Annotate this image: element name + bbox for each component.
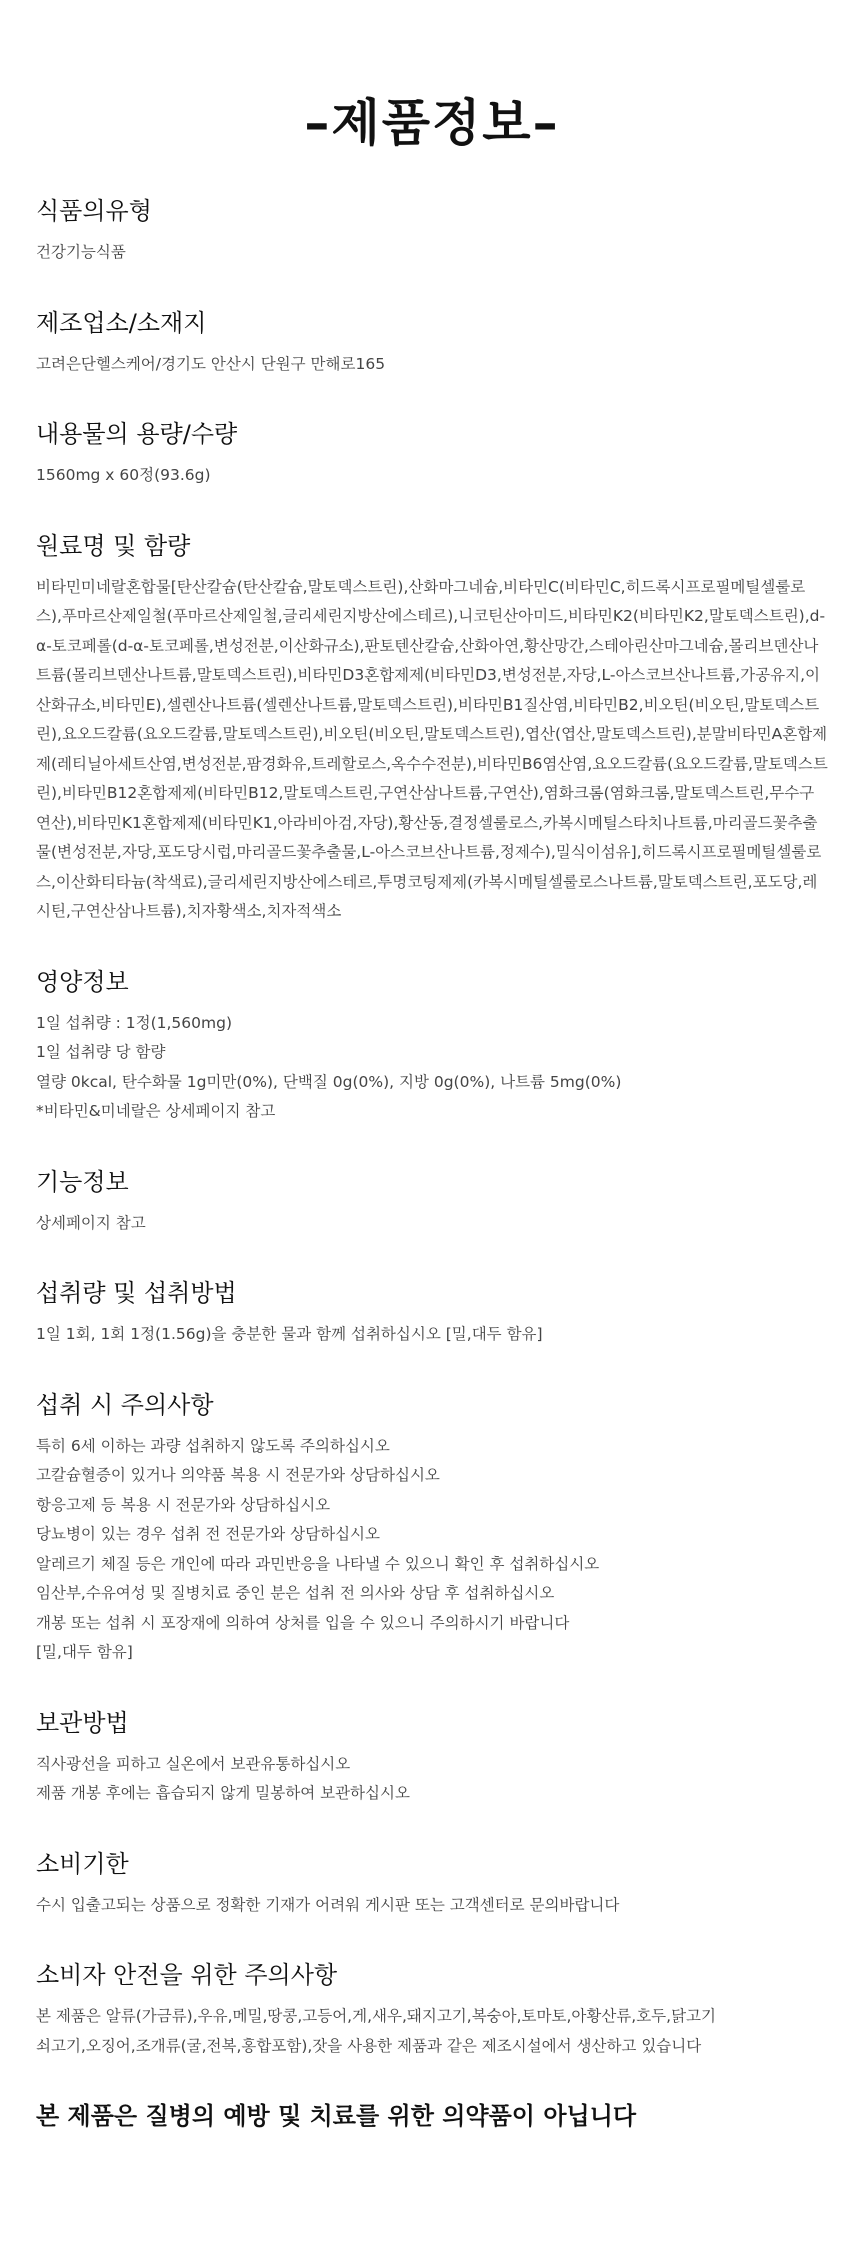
text-line: 고칼슘혈증이 있거나 의약품 복용 시 전문가와 상담하십시오	[36, 1466, 440, 1484]
section-heading: 영양정보	[36, 967, 129, 996]
section-text	[36, 1750, 828, 1809]
page-title: –제품정보–	[304, 94, 560, 152]
section-heading: 소비기한	[36, 1849, 129, 1878]
text-line: 열량 0kcal, 탄수화물 1g미만(0%), 단백질 0g(0%), 지방 0g(0%), 나트륨 5mg(0%)	[36, 1072, 622, 1091]
text-line: 직사광선을 피하고 실온에서 보관유통하십시오	[36, 1754, 351, 1773]
section-food-type	[36, 194, 828, 268]
not-medicine-notice: 본 제품은 질병의 예방 및 치료를 위한 의약품이 아닙니다	[36, 2102, 637, 2130]
text-line: 본 제품은 알류(가금류),우유,메밀,땅콩,고등어,게,새우,돼지고기,복숭아,토마토,아황산류,호두,닭고기	[36, 2007, 716, 2025]
section-heading: 원료명 및 함량	[36, 531, 191, 560]
section-text	[36, 1320, 828, 1350]
text-line: [밀,대두 함유]	[36, 1643, 133, 1661]
section-heading: 섭취량 및 섭취방법	[36, 1279, 237, 1307]
text-line: *비타민&미네랄은 상세페이지 참고	[36, 1102, 276, 1120]
text-line: 당뇨병이 있는 경우 섭취 전 전문가와 상담하십시오	[36, 1525, 380, 1543]
text-line: 개봉 또는 섭취 시 포장재에 의하여 상처를 입을 수 있으니 주의하시기 바랍니다	[36, 1613, 570, 1632]
section-heading: 섭취 시 주의사항	[36, 1390, 214, 1419]
section-text	[36, 2002, 828, 2061]
section-heading: 보관방법	[36, 1708, 129, 1737]
section-heading: 내용물의 용량/수량	[36, 420, 238, 448]
section-heading: 제조업소/소재지	[36, 308, 207, 337]
section-text	[36, 1209, 828, 1239]
text-line: 건강기능식품	[36, 243, 126, 261]
section-volume	[36, 417, 828, 491]
section-consumer-safety	[36, 1958, 828, 2061]
section-text	[36, 1009, 828, 1127]
section-heading: 기능정보	[36, 1167, 129, 1196]
section-heading: 소비자 안전을 위한 주의사항	[36, 1961, 338, 1989]
text-line: 항응고제 등 복용 시 전문가와 상담하십시오	[36, 1495, 331, 1514]
text-line: 수시 입출고되는 상품으로 정확한 기재가 어려워 게시판 또는 고객센터로 문의바랍니다	[36, 1895, 620, 1914]
text-line: 임산부,수유여성 및 질병치료 중인 분은 섭취 전 의사와 상담 후 섭취하십시오	[36, 1584, 555, 1602]
text-line: 쇠고기,오징어,조개류(굴,전복,홍합포함),잣을 사용한 제품과 같은 제조시설에서 생산하고 있습니다	[36, 2036, 702, 2055]
text-line: 1560mg x 60정(93.6g)	[36, 466, 211, 484]
section-intake-cautions	[36, 1388, 828, 1668]
section-nutrition	[36, 965, 828, 1127]
section-text	[36, 238, 828, 268]
section-text	[36, 1891, 828, 1921]
section-text	[36, 461, 828, 491]
section-text	[36, 350, 828, 380]
text-line: 비타민미네랄혼합물[탄산칼슘(탄산칼슘,말토덱스트린),산화마그네슘,비타민C(비타민C,히드록시프로필메틸셀룰로스),푸마르산제일철(푸마르산제일철,글리세린지방산에스테르),니코틴산아미드,비타민K2(비타민K2,말토덱스트린),d-α-토코페롤(d-α-토코페롤,변성전분,이산화규소),판토텐산칼슘,산화아연,황산망간,스테아린산마그네슘,몰리브덴산나트륨(몰리브덴산나트륨,말토덱스트린),비타민D3혼합제제(비타민D3,변성전분,자당,L-아스코브산나트륨,가공유지,이산화규소,비타민E),셀렌산나트륨(셀렌산나트륨,말토덱스트린),비타민B1질산염,비타민B2,비오틴(비오틴,말토덱스트린),요오드칼륨(요오드칼륨,말토덱스트린),비오틴(비오틴,말토덱스트린),엽산(엽산,말토덱스트린),분말비타민A혼합제제(레티닐아세트산염,변성전분,팜경화유,트레할로스,옥수수전분),비타민B6염산염,요오드칼륨(요오드칼륨,말토덱스트린),비타민B12혼합제제(비타민B12,말토덱스트린,구연산삼나트륨,구연산),염화크롬(염화크롬,말토덱스트린,무수구연산),비타민K1혼합제제(비타민K1,아라비아검,자당),황산동,결정셀룰로스,카복시메틸스타치나트륨,마리골드꽃추출물(변성전분,자당,포도당시럽,마리골드꽃추출물,L-아스코브산나트륨,정제수),밀식이섬유],히드록시프로필메틸셀룰로스,이산화티타늄(착색료),글리세린지방산에스테르,투명코팅제제(카복시메틸셀룰로스나트륨,말토덱스트린,포도당,레시틴,구연산삼나트륨),치자황색소,치자적색소	[36, 577, 828, 920]
section-ingredients	[36, 529, 828, 927]
text-line: 알레르기 체질 등은 개인에 따라 과민반응을 나타낼 수 있으니 확인 후 섭취하십시오	[36, 1554, 600, 1573]
text-line: 1일 섭취량 당 함량	[36, 1043, 166, 1061]
text-line: 상세페이지 참고	[36, 1213, 146, 1232]
section-text	[36, 1432, 828, 1668]
section-heading: 식품의유형	[36, 197, 152, 225]
text-line: 1일 1회, 1회 1정(1.56g)을 충분한 물과 함께 섭취하십시오 [밀,대두 함유]	[36, 1325, 543, 1343]
text-line: 고려은단헬스케어/경기도 안산시 단원구 만해로165	[36, 354, 386, 373]
section-manufacturer	[36, 306, 828, 380]
section-storage	[36, 1706, 828, 1809]
text-line: 제품 개봉 후에는 흡습되지 않게 밀봉하여 보관하십시오	[36, 1784, 410, 1802]
section-intake-method	[36, 1276, 828, 1350]
section-function	[36, 1165, 828, 1239]
section-expiry	[36, 1847, 828, 1921]
text-line: 특히 6세 이하는 과량 섭취하지 않도록 주의하십시오	[36, 1436, 390, 1455]
section-text	[36, 573, 828, 927]
text-line: 1일 섭취량 : 1정(1,560mg)	[36, 1013, 232, 1032]
